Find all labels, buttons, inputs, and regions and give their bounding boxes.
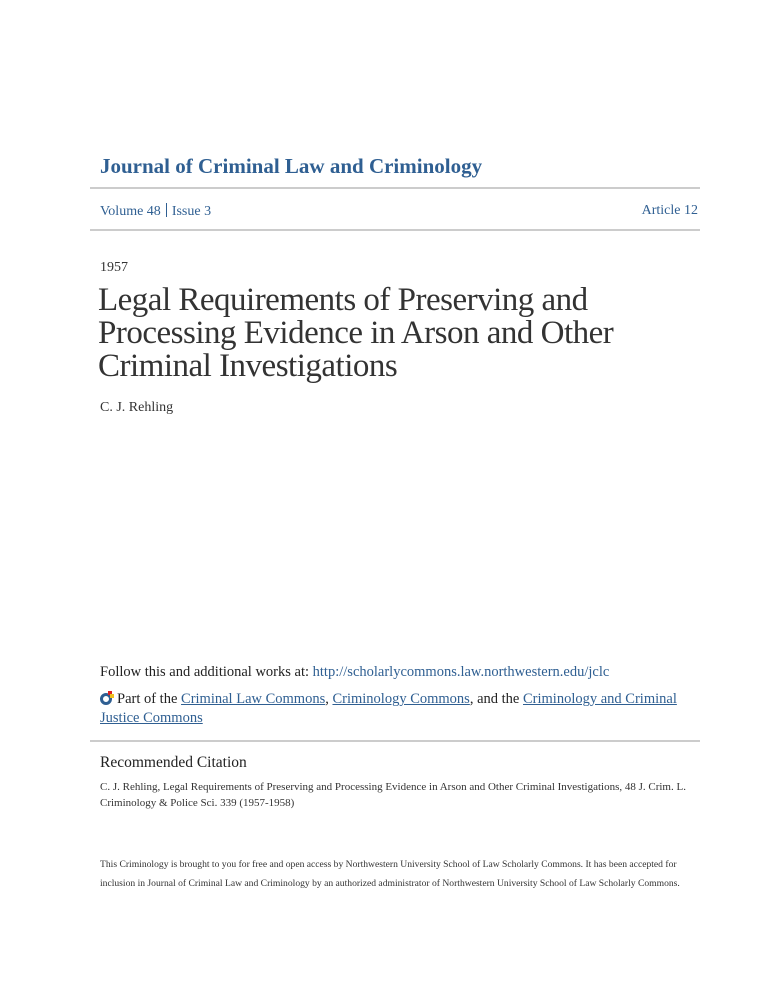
volume-issue xyxy=(100,203,211,220)
divider xyxy=(90,740,700,742)
follow-line xyxy=(100,664,609,681)
article-number: Article 12 xyxy=(641,203,698,218)
commons-network-icon xyxy=(100,691,114,705)
repository-link[interactable]: http://scholarlycommons.law.northwestern.edu/jclc xyxy=(312,664,610,680)
volume-link[interactable]: Volume 48 xyxy=(100,204,161,219)
part-of-line xyxy=(100,690,690,728)
article-title: Legal Requirements of Preserving and Processing Evidence in Arson and Other Criminal Investigations xyxy=(98,282,614,384)
issue-link[interactable]: Issue 3 xyxy=(171,204,212,219)
comma: , xyxy=(325,691,333,707)
follow-prefix: Follow this and additional works at: xyxy=(100,664,313,680)
and-the: , and the xyxy=(469,691,523,707)
access-notice: This Criminology is brought to you for free and open access by Northwestern University School of Law Scholarly Commons. It has been accepted for inclusion in Journal of Criminal Law and Criminology by an authorized administrator of Northwestern University School of Law Scholarly Commons. xyxy=(100,859,680,889)
citation-heading: Recommended Citation xyxy=(100,754,247,771)
criminology-criminal-justice-commons-link[interactable]: Criminology and Criminal Justice Commons xyxy=(100,691,677,726)
year: 1957 xyxy=(100,260,128,275)
citation-text: C. J. Rehling, Legal Requirements of Preserving and Processing Evidence in Arson and Other Criminal Investigations, 48 J. Crim. L. Criminology & Police Sci. 339 (1957-1958) xyxy=(100,781,686,809)
separator xyxy=(166,203,167,217)
journal-title-link[interactable]: Journal of Criminal Law and Criminology xyxy=(100,154,483,178)
author: C. J. Rehling xyxy=(100,400,174,415)
criminology-commons-link[interactable]: Criminology Commons xyxy=(332,691,470,707)
part-prefix: Part of the xyxy=(117,691,182,707)
divider xyxy=(90,229,700,231)
criminal-law-commons-link[interactable]: Criminal Law Commons xyxy=(181,691,326,707)
divider xyxy=(90,187,700,189)
